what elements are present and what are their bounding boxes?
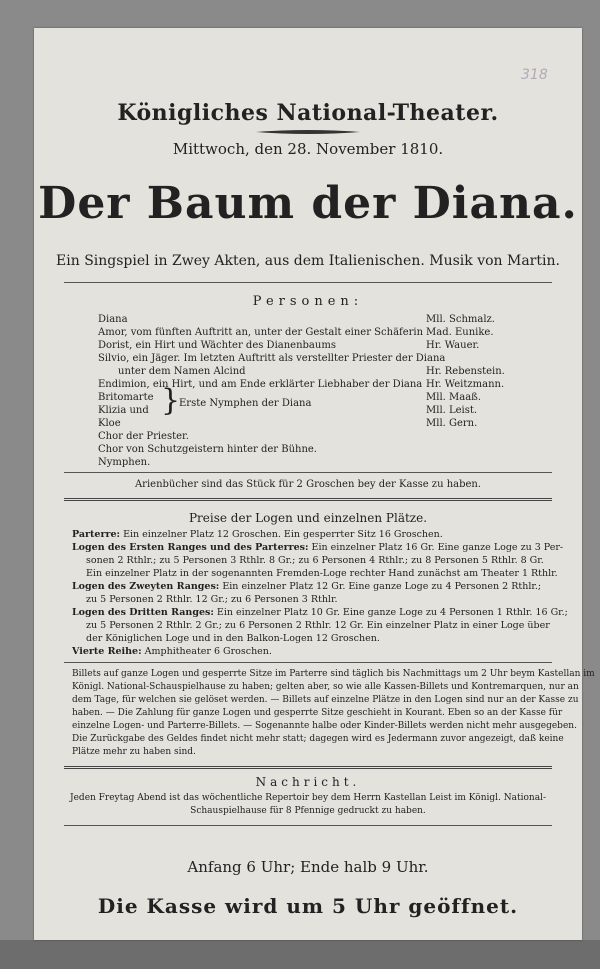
chorus-line: Chor der Priester. <box>98 431 189 442</box>
price-label: Logen des Dritten Ranges: <box>72 607 214 618</box>
cast-role: unter dem Namen Alcind <box>118 366 246 377</box>
price-line <box>86 555 544 566</box>
price-text: zu 5 Personen 2 Rthlr. 2 Gr.; zu 6 Personen 2 Rthlr. 12 Gr. Ein einzelner Platz in einer Loge über <box>86 620 550 631</box>
play-title: Der Baum der Diana. <box>38 178 578 229</box>
cast-actor: Hr. Weitzmann. <box>426 379 505 390</box>
price-label: Logen des Ersten Ranges und des Parterres: <box>72 542 309 553</box>
nymph-actor: Mll. Maaß. <box>426 392 482 403</box>
price-label: Logen des Zweyten Ranges: <box>72 581 220 592</box>
cast-role: Diana <box>98 314 128 325</box>
price-text: Ein einzelner Platz in der sogenannten Fremden-Loge rechter Hand zunächst am Theater 1 Rthlr. <box>86 568 558 579</box>
nymph-name: Britomarte <box>98 392 154 403</box>
archive-number: 318 <box>521 67 548 83</box>
price-text: zu 5 Personen 2 Rthlr. 12 Gr.; zu 6 Personen 3 Rthlr. <box>86 594 338 605</box>
billets-line: dem Tage, für welchen sie gelöset werden. — Billets auf einzelne Plätze in den Logen sind nur an der Kasse zu <box>72 695 579 705</box>
price-text: Ein einzelner Platz 16 Gr. Eine ganze Loge zu 3 Per- <box>308 542 564 553</box>
cast-actor: Hr. Wauer. <box>426 340 480 351</box>
divider-rule-double <box>64 766 552 769</box>
cast-role: Silvio, ein Jäger. Im letzten Auftritt als verstellter Priester der Diana <box>98 353 446 364</box>
price-text: Ein einzelner Platz 12 Gr. Eine ganze Loge zu 4 Personen 2 Rthlr.; <box>219 581 542 592</box>
price-text: der Königlichen Loge und in den Balkon-Logen 12 Groschen. <box>86 633 380 644</box>
divider-rule <box>64 825 552 826</box>
start-end-times: Anfang 6 Uhr; Ende halb 9 Uhr. <box>187 858 429 876</box>
divider-rule <box>64 472 552 473</box>
ornament-divider <box>254 128 362 136</box>
price-text: Ein einzelner Platz 12 Groschen. Ein gesperrter Sitz 16 Groschen. <box>120 529 443 540</box>
price-text: Amphitheater 6 Groschen. <box>141 646 272 657</box>
arienbuecher-note: Arienbücher sind das Stück für 2 Groschen bey der Kasse zu haben. <box>134 479 482 490</box>
nachricht-line: Jeden Freytag Abend ist das wöchentliche Repertoir bey dem Herrn Kastellan Leist im Königl. National- <box>70 793 546 803</box>
nymph-name: Kloe <box>98 418 121 429</box>
price-line <box>72 646 272 657</box>
price-line <box>72 529 443 540</box>
billets-line: Billets auf ganze Logen und gesperrte Sitze im Parterre sind täglich bis Nachmittags um 2 Uhr beym Kastellan im <box>72 669 595 679</box>
nymph-label: Erste Nymphen der Diana <box>179 398 312 409</box>
divider-rule <box>64 282 552 283</box>
price-text: sonen 2 Rthlr.; zu 5 Personen 3 Rthlr. 8 Gr.; zu 6 Personen 4 Rthlr.; zu 8 Personen 5 Rthlr. 8 Gr. <box>86 555 544 566</box>
price-text: Ein einzelner Platz 10 Gr. Eine ganze Loge zu 4 Personen 1 Rthlr. 16 Gr.; <box>213 607 568 618</box>
cast-actor: Hr. Rebenstein. <box>426 366 505 377</box>
billets-line: haben. — Die Zahlung für ganze Logen und gesperrte Sitze geschieht in Kourant. Eben so an der Kasse für <box>72 708 563 718</box>
price-label: Parterre: <box>72 529 121 540</box>
cast-heading: Personen: <box>252 294 364 309</box>
cast-actor: Mll. Schmalz. <box>426 314 495 325</box>
billets-line: Die Zurückgabe des Geldes findet nicht mehr statt; dagegen wird es Jedermann zuvor angezeigt, daß keine <box>72 734 564 744</box>
billets-line: einzelne Logen- und Parterre-Billets. — Sogenannte halbe oder Kinder-Billets werden nicht mehr ausgegeben. <box>72 721 577 731</box>
nachricht-line: Schauspielhause für 8 Pfennige gedruckt zu haben. <box>190 806 426 816</box>
chorus-line: Chor von Schutzgeistern hinter der Bühne. <box>98 444 317 455</box>
play-subtitle: Ein Singspiel in Zwey Akten, aus dem Italienischen. Musik von Martin. <box>56 253 560 269</box>
billets-line: Plätze mehr zu haben sind. <box>72 747 196 757</box>
price-line <box>86 620 550 631</box>
prices-heading: Preise der Logen und einzelnen Plätze. <box>188 511 428 525</box>
cast-actor: Mad. Eunike. <box>426 327 494 338</box>
divider-rule-double <box>64 498 552 501</box>
brace-glyph: } <box>161 383 181 418</box>
price-line <box>72 581 541 592</box>
price-line <box>86 594 338 605</box>
nymph-actor: Mll. Gern. <box>426 418 478 429</box>
cast-role: Endimion, ein Hirt, und am Ende erklärter Liebhaber der Diana <box>98 379 423 390</box>
nymph-name: Klizia und <box>98 405 149 416</box>
price-line <box>72 607 568 618</box>
nachricht-heading: Nachricht. <box>255 775 361 789</box>
scan-bottom-band <box>0 940 600 969</box>
price-line <box>86 568 558 579</box>
chorus-line: Nymphen. <box>98 457 151 468</box>
nymph-actor: Mll. Leist. <box>426 405 478 416</box>
price-label: Vierte Reihe: <box>72 646 142 657</box>
divider-rule <box>64 662 552 663</box>
playbill-sheet <box>34 28 595 940</box>
billets-line: Königl. National-Schauspielhause zu haben; gelten aber, so wie alle Kassen-Billets und Kontremarquen, nur an <box>72 682 579 692</box>
performance-date: Mittwoch, den 28. November 1810. <box>172 140 444 158</box>
price-line <box>72 542 563 553</box>
box-office-opening: Die Kasse wird um 5 Uhr geöffnet. <box>97 894 519 918</box>
cast-role: Amor, vom fünften Auftritt an, unter der Gestalt einer Schäferin <box>98 327 424 338</box>
theater-name: Königliches National-Theater. <box>117 100 499 126</box>
price-line <box>86 633 380 644</box>
cast-role: Dorist, ein Hirt und Wächter des Dianenbaums <box>98 340 336 351</box>
